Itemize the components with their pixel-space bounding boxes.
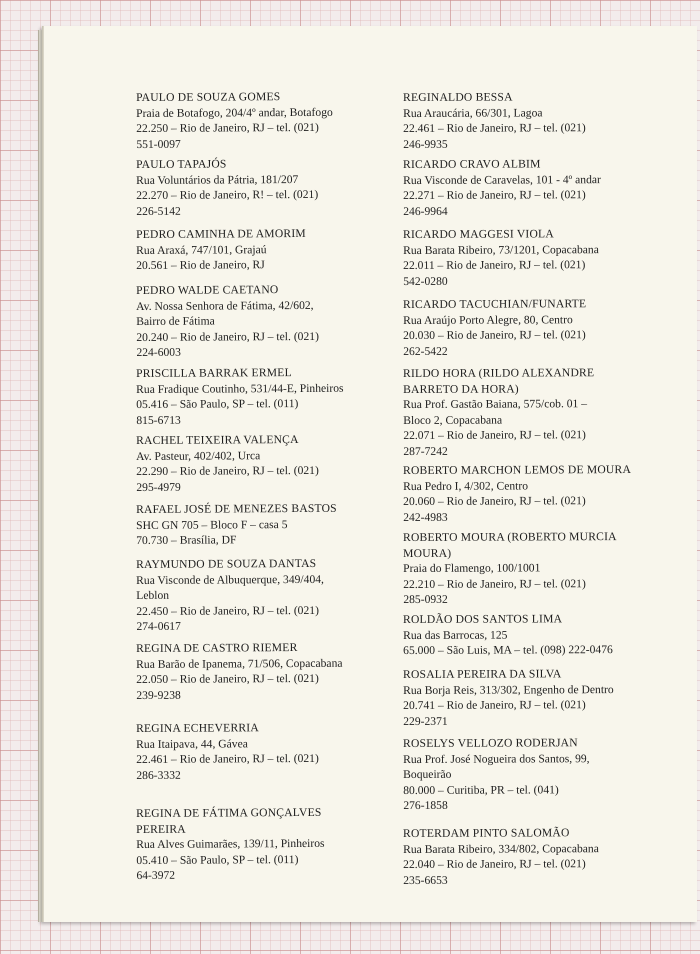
entry-address-line: Praia do Flamengo, 100/1001: [403, 561, 541, 575]
directory-entry: [136, 89, 333, 152]
entry-phone: 246-9964: [403, 204, 448, 218]
entry-address-line: Av. Pasteur, 402/402, Urca: [136, 448, 261, 463]
entry-address-line: 22.461 – Rio de Janeiro, RJ – tel. (021): [136, 751, 319, 766]
entry-address-line: Rua Araújo Porto Alegre, 80, Centro: [403, 312, 573, 327]
entry-address-line: Rua Fradique Coutinho, 531/44-E, Pinheiros: [136, 381, 344, 396]
entry-name: ROBERTO MARCHON LEMOS DE MOURA: [403, 463, 632, 477]
entry-name: REGINALDO BESSA: [403, 90, 513, 104]
entry-address-line: Rua Barão de Ipanema, 71/506, Copacabana: [136, 656, 343, 671]
entry-name: RAFAEL JOSÉ DE MENEZES BASTOS: [136, 501, 337, 516]
entry-name: PEDRO CAMINHA DE AMORIM: [136, 226, 306, 241]
entry-address-line: 22.250 – Rio de Janeiro, RJ – tel. (021): [136, 120, 319, 135]
directory-entry: [403, 89, 586, 152]
entry-address-line: Rua Visconde de Albuquerque, 349/404,: [136, 572, 324, 587]
entry-phone: 64-3972: [136, 868, 176, 882]
entry-address-line: SHC GN 705 – Bloco F – casa 5: [136, 517, 288, 532]
entry-name: ROTERDAM PINTO SALOMÃO: [403, 826, 570, 840]
entry-phone: 262-5422: [403, 344, 448, 358]
entry-name: PEDRO WALDE CAETANO: [136, 283, 279, 297]
entry-phone: 224-6003: [136, 345, 181, 359]
entry-address-line: 20.240 – Rio de Janeiro, RJ – tel. (021): [136, 329, 319, 344]
directory-entry: [136, 640, 343, 703]
entry-name: PRISCILLA BARRAK ERMEL: [136, 366, 292, 380]
entry-name: ROSALIA PEREIRA DA SILVA: [403, 667, 562, 681]
entry-phone: 542-0280: [403, 274, 448, 288]
entry-name: RICARDO CRAVO ALBIM: [403, 157, 541, 171]
entry-name: RAYMUNDO DE SOUZA DANTAS: [136, 556, 317, 571]
entry-address-line: 70.730 – Brasília, DF: [136, 533, 237, 547]
entry-phone: 295-4979: [136, 480, 181, 494]
directory-entry: [403, 226, 599, 289]
directory-entry: [136, 282, 319, 361]
entry-address-line: 05.416 – São Paulo, SP – tel. (011): [136, 397, 299, 411]
entry-address-line: 20.741 – Rio de Janeiro, RJ – tel. (021): [403, 698, 586, 712]
directory-entry: [403, 296, 586, 359]
entry-address-line: 22.271 – Rio de Janeiro, RJ – tel. (021): [403, 188, 586, 202]
directory-entry: [403, 611, 613, 658]
entry-name: RICARDO TACUCHIAN/FUNARTE: [403, 297, 587, 311]
entry-address-line: Av. Nossa Senhora de Fátima, 42/602,: [136, 298, 314, 313]
entry-address-line: Rua Borja Reis, 313/302, Engenho de Dentro: [403, 682, 614, 697]
entry-address-line: 65.000 – São Luis, MA – tel. (098) 222-0476: [403, 643, 613, 657]
entry-address-line: Rua Itaipava, 44, Gávea: [136, 736, 248, 751]
entry-name: ROSELYS VELLOZO RODERJAN: [403, 736, 578, 750]
entry-address-line: Rua Araucária, 66/301, Lagoa: [403, 105, 543, 120]
entry-phone: 551-0097: [136, 137, 181, 151]
directory-entry: [403, 666, 614, 729]
entry-address-line: Leblon: [136, 588, 170, 602]
entry-phone: 229-2371: [403, 714, 448, 728]
entry-address-line: 20.030 – Rio de Janeiro, RJ – tel. (021): [403, 328, 586, 342]
entry-address-line: 22.040 – Rio de Janeiro, RJ – tel. (021): [403, 857, 586, 871]
entry-address-line: 22.450 – Rio de Janeiro, RJ – tel. (021): [136, 603, 319, 618]
entry-name: ROBERTO MOURA (ROBERTO MURCIA: [403, 530, 617, 544]
entry-address-line: Rua Prof. José Nogueira dos Santos, 99,: [403, 751, 590, 766]
directory-entry: [403, 462, 631, 525]
entry-name: PAULO TAPAJÓS: [136, 157, 227, 171]
directory-entry: [403, 529, 617, 607]
entry-phone: 226-5142: [136, 204, 181, 218]
directory-entry: [136, 365, 344, 428]
entry-address-line: Bloco 2, Copacabana: [403, 413, 503, 427]
entry-phone: 242-4983: [403, 510, 448, 524]
directory-entry: [403, 365, 595, 459]
entry-phone: 287-7242: [403, 444, 448, 458]
entry-name: RICARDO MAGGESI VIOLA: [403, 227, 554, 241]
directory-entry: [403, 825, 599, 888]
entry-address-line: Rua Barata Ribeiro, 334/802, Copacabana: [403, 841, 599, 856]
entry-address-line: 20.561 – Rio de Janeiro, RJ: [136, 258, 265, 272]
entry-name: RILDO HORA (RILDO ALEXANDRE: [403, 366, 595, 380]
entry-address-line: Rua Voluntários da Pátria, 181/207: [136, 172, 299, 187]
entry-address-line: 22.071 – Rio de Janeiro, RJ – tel. (021): [403, 428, 586, 442]
entry-address-line: 20.060 – Rio de Janeiro, RJ – tel. (021): [403, 494, 586, 508]
directory-entry: [136, 720, 319, 783]
entry-phone: 239-9238: [136, 688, 181, 702]
entry-address-line: Rua Alves Guimarães, 139/11, Pinheiros: [136, 836, 325, 851]
entry-address-line: Rua Prof. Gastão Baiana, 575/cob. 01 –: [403, 397, 588, 411]
entry-address-line: 22.050 – Rio de Janeiro, RJ – tel. (021): [136, 671, 319, 686]
directory-entry: [136, 556, 324, 635]
directory-entry: [136, 805, 325, 884]
directory-entry: [403, 156, 601, 219]
entry-address-line: Bairro de Fátima: [136, 314, 215, 328]
entry-name: ROLDÃO DOS SANTOS LIMA: [403, 612, 563, 626]
directory-entry: [403, 735, 590, 813]
entry-address-line: 22.210 – Rio de Janeiro, RJ – tel. (021): [403, 576, 586, 591]
entry-address-line: 22.270 – Rio de Janeiro, R! – tel. (021): [136, 187, 319, 202]
entry-name: REGINA DE FÁTIMA GONÇALVES: [136, 805, 322, 820]
directory-entry: [136, 432, 319, 495]
directory-entry: [136, 226, 306, 274]
entry-phone: 274-0617: [136, 619, 181, 633]
entry-name: PAULO DE SOUZA GOMES: [136, 90, 281, 104]
entry-address-line: Praia de Botafogo, 204/4º andar, Botafogo: [136, 105, 333, 120]
entry-address-line: 22.461 – Rio de Janeiro, RJ – tel. (021): [403, 121, 586, 135]
entry-name: REGINA ECHEVERRIA: [136, 721, 259, 735]
entry-phone: 235-6653: [403, 873, 448, 887]
entry-name: MOURA): [403, 546, 452, 560]
entry-phone: 815-6713: [136, 413, 181, 427]
entry-address-line: Boqueirão: [403, 767, 452, 781]
entry-phone: 246-9935: [403, 137, 448, 151]
entry-address-line: Rua das Barrocas, 125: [403, 628, 508, 642]
entry-address-line: Rua Pedro I, 4/302, Centro: [403, 478, 529, 493]
entry-address-line: 80.000 – Curitiba, PR – tel. (041): [403, 782, 559, 797]
entry-phone: 286-3332: [136, 768, 181, 782]
entry-name: RACHEL TEIXEIRA VALENÇA: [136, 433, 299, 447]
entry-address-line: 05.410 – São Paulo, SP – tel. (011): [136, 852, 299, 867]
entry-address-line: 22.290 – Rio de Janeiro, RJ – tel. (021): [136, 463, 319, 478]
directory-entry: [136, 501, 337, 549]
entry-phone: 285-0932: [403, 592, 448, 606]
entry-name: BARRETO DA HORA): [403, 381, 519, 396]
entry-address-line: Rua Visconde de Caravelas, 101 - 4º andar: [403, 172, 601, 187]
entry-name: REGINA DE CASTRO RIEMER: [136, 641, 298, 655]
entry-address-line: Rua Araxá, 747/101, Grajaú: [136, 242, 267, 257]
entry-phone: 276-1858: [403, 798, 448, 812]
entry-name: PEREIRA: [136, 822, 186, 836]
entry-address-line: Rua Barata Ribeiro, 73/1201, Copacabana: [403, 242, 599, 257]
entry-address-line: 22.011 – Rio de Janeiro, RJ – tel. (021): [403, 258, 586, 272]
directory-entry: [136, 156, 318, 219]
